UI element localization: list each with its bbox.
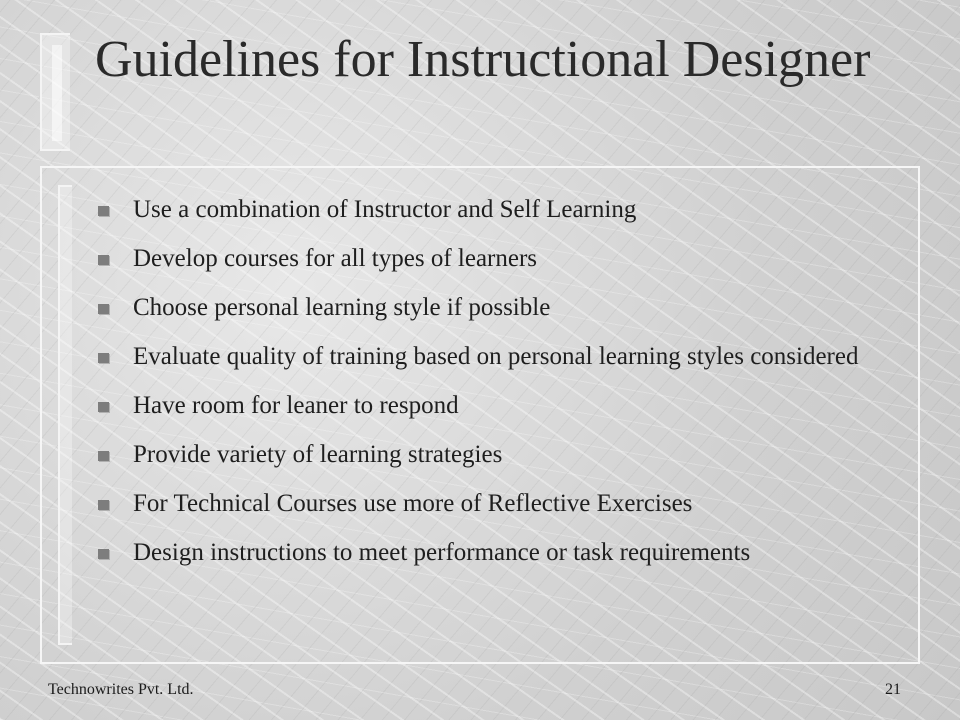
footer-page-number: 21: [885, 681, 901, 698]
frame-line-left: [40, 166, 42, 664]
frame-line-bottom: [40, 662, 920, 664]
bullet-square-icon: [98, 304, 109, 314]
list-item: [98, 242, 888, 276]
bullet-text: Have room for leaner to respond: [133, 392, 459, 419]
list-item: [98, 438, 888, 472]
list-item: [98, 340, 888, 374]
list-item: [98, 291, 888, 325]
list-item: [98, 536, 888, 570]
title-accent-bar: [40, 33, 70, 151]
frame-line-top: [40, 166, 920, 168]
bullet-text: Develop courses for all types of learners: [133, 245, 538, 272]
bullet-square-icon: [98, 206, 109, 216]
footer-company: Technowrites Pvt. Ltd.: [48, 681, 194, 698]
bullet-square-icon: [98, 353, 109, 363]
list-item: [98, 193, 888, 227]
list-item: [98, 389, 888, 423]
bullet-text: For Technical Courses use more of Reflective Exercises: [133, 490, 693, 517]
bullet-list: [98, 193, 888, 585]
bullet-square-icon: [98, 500, 109, 510]
slide-title: Guidelines for Instructional Designer: [95, 31, 871, 88]
bullet-text: Provide variety of learning strategies: [133, 441, 503, 468]
bullet-square-icon: [98, 451, 109, 461]
bullet-text: Evaluate quality of training based on personal learning styles considered: [133, 343, 859, 370]
bullet-square-icon: [98, 549, 109, 559]
bullet-text: Design instructions to meet performance or task requirements: [133, 539, 751, 566]
bullet-text: Choose personal learning style if possible: [133, 294, 551, 321]
bullet-square-icon: [98, 255, 109, 265]
list-item: [98, 487, 888, 521]
frame-line-right: [918, 166, 920, 664]
body-accent-bar: [58, 185, 72, 645]
bullet-square-icon: [98, 402, 109, 412]
bullet-text: Use a combination of Instructor and Self Learning: [133, 196, 637, 223]
